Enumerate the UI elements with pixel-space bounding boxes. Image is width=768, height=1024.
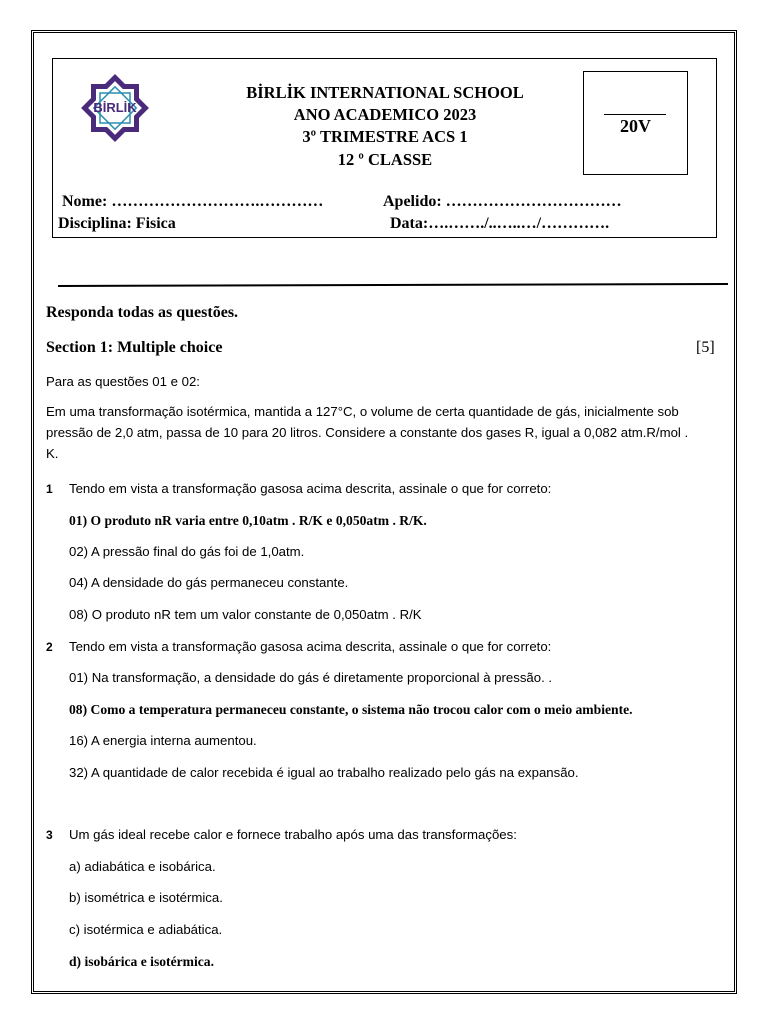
instructions: Responda todas as questões.: [46, 304, 239, 321]
school-logo: [76, 72, 154, 144]
answer-option[interactable]: 32) A quantidade de calor recebida é igual ao trabalho realizado pelo gás na expansão.: [69, 765, 579, 780]
answer-option[interactable]: b) isométrica e isotérmica.: [69, 890, 223, 905]
answer-option[interactable]: 16) A energia interna aumentou.: [69, 733, 257, 748]
apelido-field[interactable]: Apelido: ……………………………: [383, 193, 622, 210]
question-stem: Tendo em vista a transformação gasosa acima descrita, assinale o que for correto:: [69, 481, 552, 496]
answer-option-correct[interactable]: 01) O produto nR varia entre 0,10atm . R/K e 0,050atm . R/K.: [69, 513, 427, 528]
class-label: 12 º CLASSE: [337, 150, 433, 169]
score-box: [583, 71, 688, 175]
section-marks: [5]: [696, 339, 715, 356]
nome-field[interactable]: Nome: ……………………….…………: [62, 193, 324, 210]
academic-year: ANO ACADEMICO 2023: [293, 105, 477, 124]
answer-option[interactable]: 02) A pressão final do gás foi de 1,0atm.: [69, 544, 305, 559]
school-name: BİRLİK INTERNATIONAL SCHOOL: [246, 83, 524, 102]
intro-line-2: pressão de 2,0 atm, passa de 10 para 20 litros. Considere a constante dos gases R, igual a 0,082 atm.R/mol .: [46, 425, 689, 440]
answer-option[interactable]: c) isotérmica e adiabática.: [69, 922, 223, 937]
section-title: Section 1: Multiple choice: [46, 339, 223, 356]
answer-option[interactable]: 04) A densidade do gás permaneceu constante.: [69, 575, 349, 590]
score-underline: [604, 114, 666, 115]
disciplina-field: Disciplina: Fisica: [58, 215, 176, 232]
intro-line-1: Em uma transformação isotérmica, mantida a 127°C, o volume de certa quantidade de gás, inicialmente sob: [46, 404, 679, 419]
separator-line: [58, 283, 728, 289]
term-label: 3º TRIMESTRE ACS 1: [302, 127, 468, 146]
question-number: 3: [46, 828, 53, 842]
answer-option[interactable]: 08) O produto nR tem um valor constante de 0,050atm . R/K: [69, 607, 422, 622]
question-stem: Um gás ideal recebe calor e fornece trabalho após uma das transformações:: [69, 827, 517, 842]
question-number: 2: [46, 640, 53, 654]
answer-option-correct[interactable]: 08) Como a temperatura permaneceu constante, o sistema não trocou calor com o meio ambiente.: [69, 702, 633, 717]
answer-option[interactable]: 01) Na transformação, a densidade do gás é diretamente proporcional à pressão. .: [69, 670, 553, 685]
question-number: 1: [46, 482, 53, 496]
data-field[interactable]: Data:….……./..…..…/………….: [390, 215, 610, 232]
intro-line-3: K.: [46, 446, 59, 461]
answer-option[interactable]: a) adiabática e isobárica.: [69, 859, 216, 874]
score-value: 20V: [620, 116, 651, 136]
question-stem: Tendo em vista a transformação gasosa acima descrita, assinale o que for correto:: [69, 639, 552, 654]
logo-wordmark: BİRLİK: [93, 100, 137, 115]
answer-option-correct[interactable]: d) isobárica e isotérmica.: [69, 954, 214, 969]
intro-lead: Para as questões 01 e 02:: [46, 374, 200, 389]
